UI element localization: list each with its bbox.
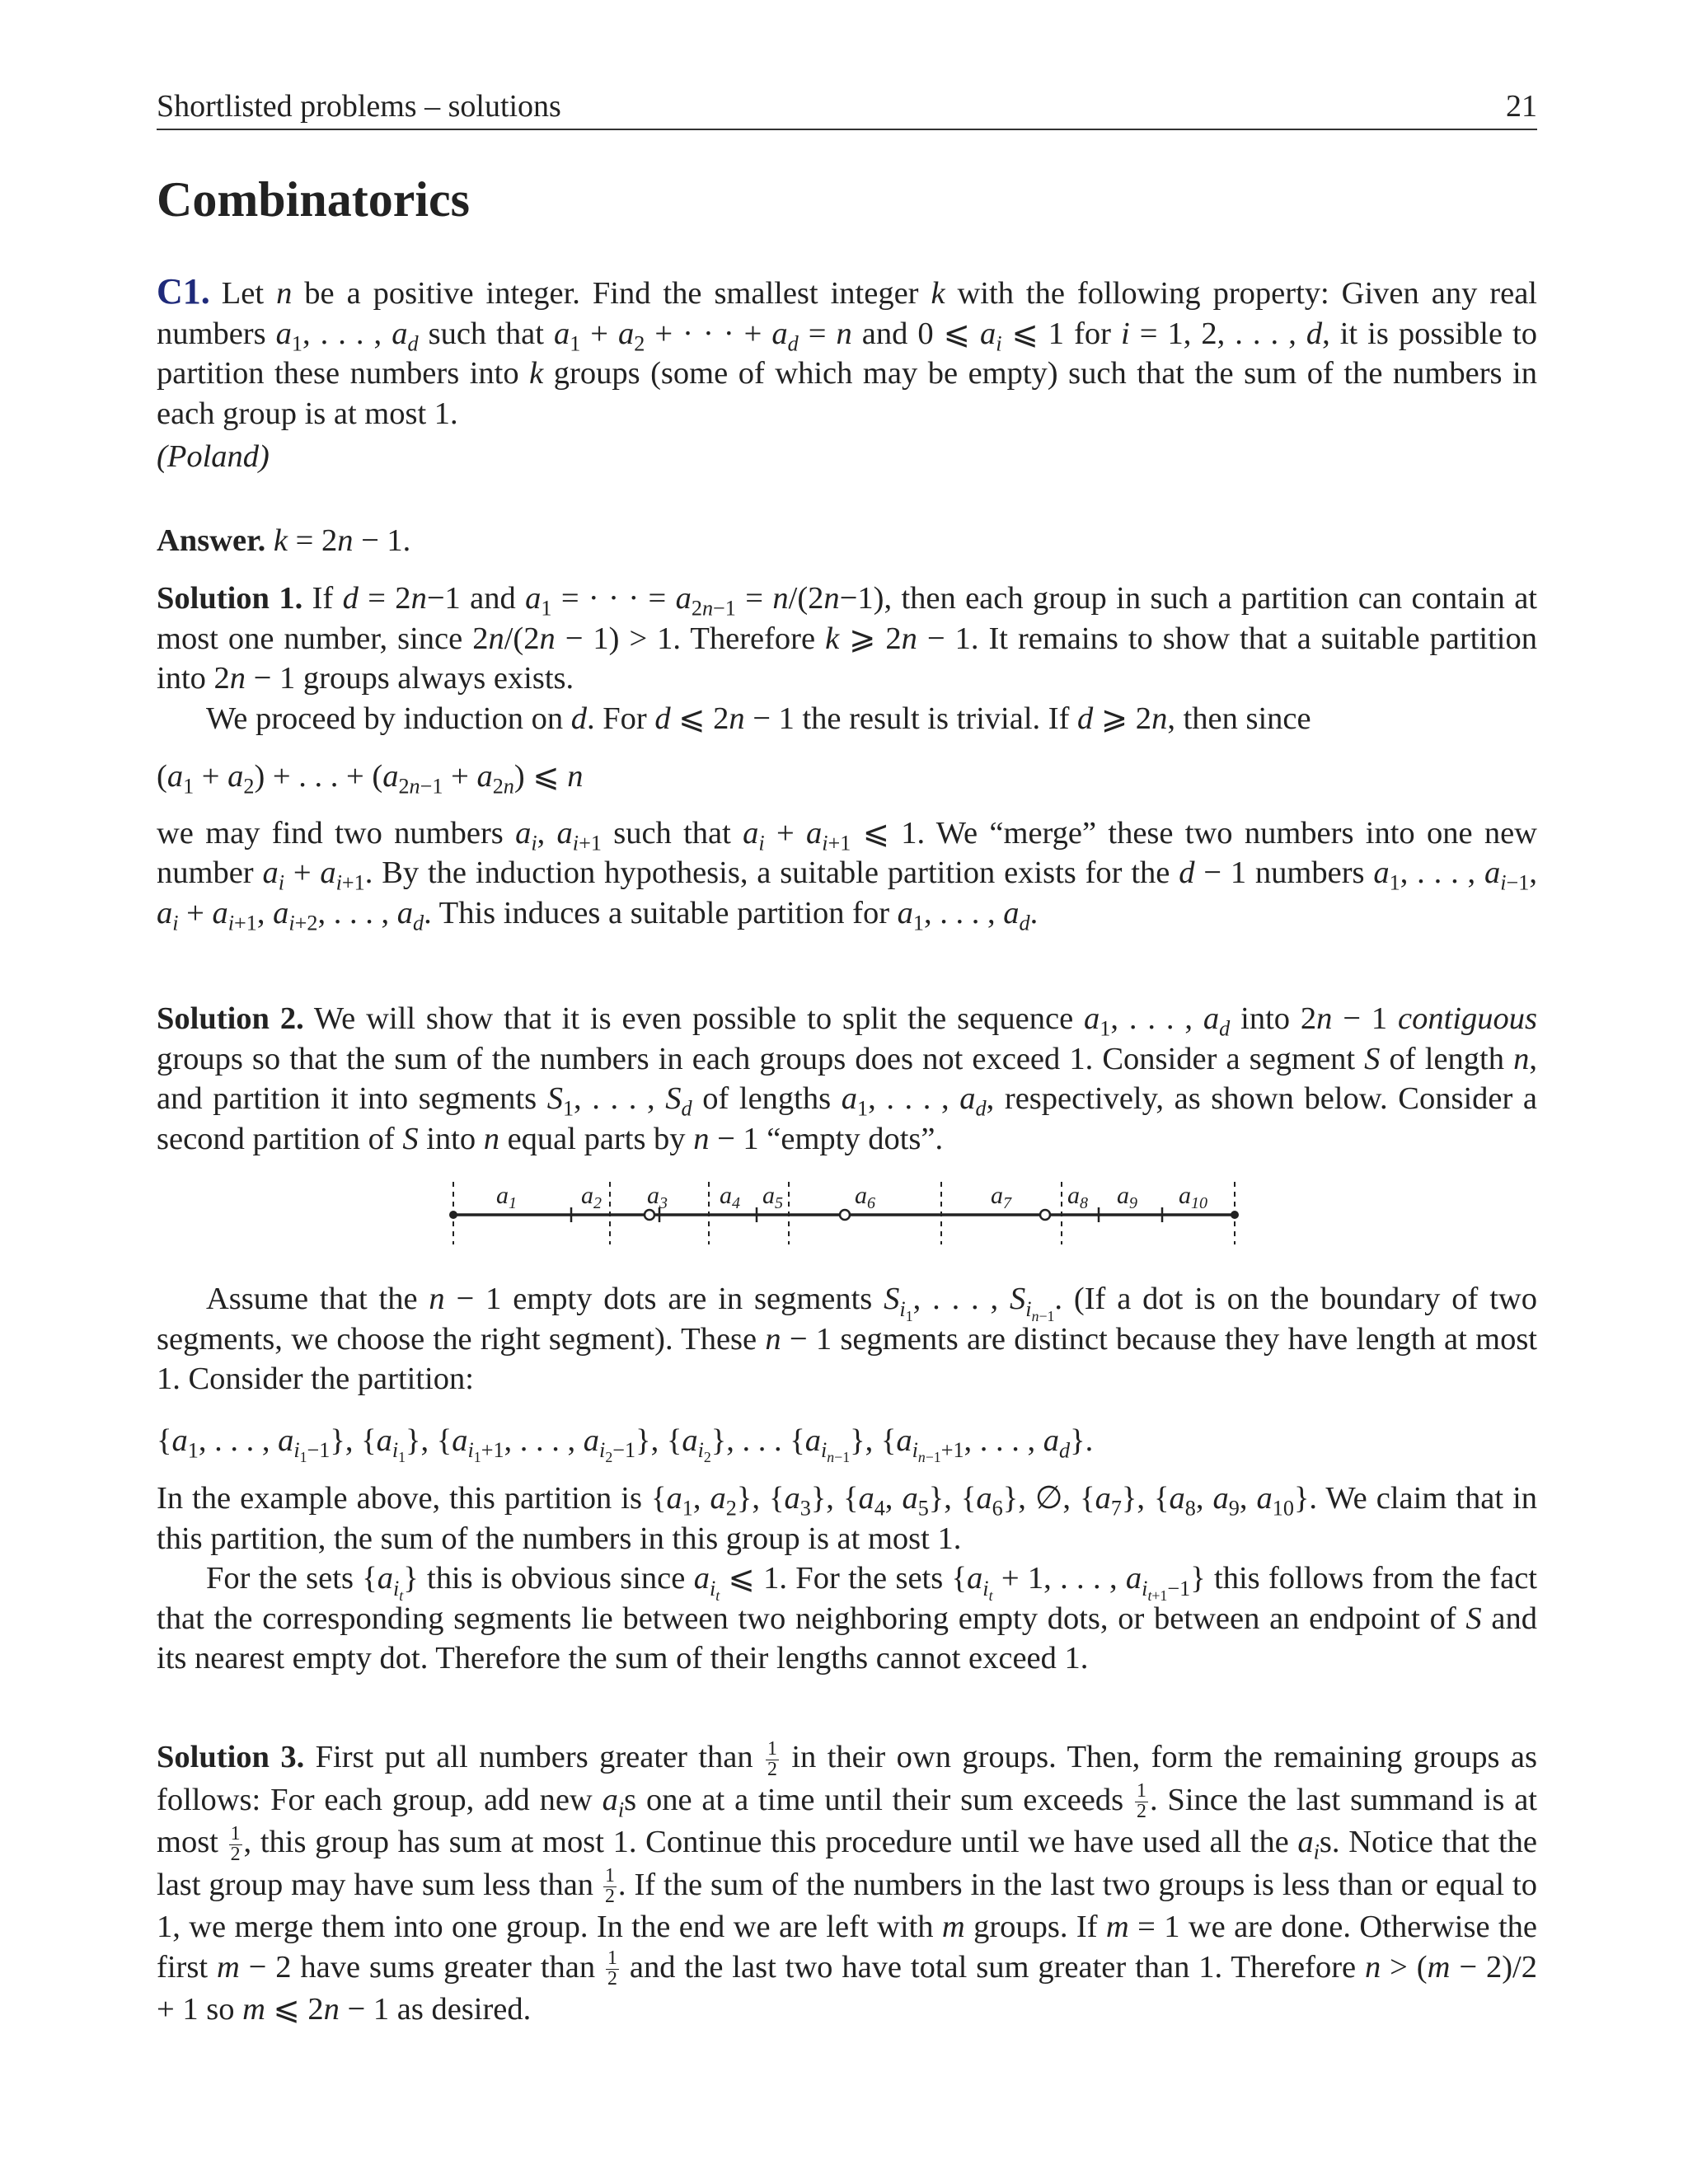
answer: Answer. k = 2n − 1. — [157, 523, 411, 558]
label-a7: $a_7$ — [991, 1182, 1011, 1212]
solution-3-label: Solution 3. — [157, 1740, 305, 1774]
solution-1: Solution 1. If d = 2n−1 and $a_1$ = · · · = $a_{2n-1} = n/(2n-1)$, then each group in such a partition can contain at most one number, since 2n/(2n − 1) > 1. Therefore k ⩾ 2n − 1. It remains to show that a suitable partition into 2n − 1 groups always exists. We proceed by induction on d. For d ⩽ 2n − 1 the result is trivial. If d ⩾ 2n, then since $(a_1 + a_2)$ + . . . + $(a_{2n-1} + a_{2n})$ ⩽ n we may find two numbers $a_i$, $a_{i+1}$ such that $a_i + a_{i+1}$ ⩽ 1. We “merge” these two numbers into one new number $a_i + a_{i+1}$. By the induction hypothesis, a suitable partition exists for the d − 1 numbers $a_1$, . . . , $a_{i-1}$, $a_i + a_{i+1}$, $a_{i+2}$, . . . , $a_d$. This induces a suitable partition for $a_1$, . . . , $a_d$. — [157, 581, 1538, 935]
header-title: Shortlisted problems – solutions — [157, 89, 561, 124]
problem-statement: C1. Let n be a positive integer. Find the smallest integer k with the following property: Given any real numbers $a_1$, . . . , $a_d$ such that $a_1 + a_2$ + · · · + $a_d = n$ and 0 ⩽ $a_i$ ⩽ 1 for i = 1, 2, . . . , d, it is possible to partition these numbers into k groups (some of which may be empty) such that the sum of the numbers in each group is at most 1. (Poland) — [157, 272, 1537, 477]
label-a6: $a_6$ — [855, 1182, 875, 1212]
solution-3: Solution 3. First put all numbers greater than $\frac{1}{2}$ in their own groups. Then, form the remaining groups as follows: For each group, add new $a_is$ one at a time until their sum exceeds $\frac{1}{2}$ . Since the last summand is at most $\frac{1}{2}$ , this group has sum at most 1. Continue this procedure until we have used all the $a_is$. Notice that the last group may have sum less than $\frac{1}{2}$ . If the sum of the numbers in the last two groups is less than or equal to 1, we merge them into one group. In the end we are left with m groups. If m = 1 we are done. Otherwise the first m − 2 have sums greater than $\frac{1}{2}$ and the last two have total sum greater than 1. Therefore n > (m − 2)/2 + 1 so m ⩽ 2n − 1 as desired. — [157, 1737, 1538, 2027]
segment-partition-figure — [437, 1180, 1245, 1246]
label-a8: $a_8$ — [1067, 1182, 1088, 1212]
endpoint-right — [1231, 1211, 1239, 1219]
label-a4: $a_4$ — [720, 1182, 740, 1212]
endpoint-left — [449, 1211, 457, 1219]
label-a5: $a_5$ — [762, 1182, 783, 1212]
running-header — [157, 84, 1537, 130]
solution-2: Solution 2. We will show that it is even possible to split the sequence $a_1$, . . . , $a_d$ into 2n − 1 contiguous groups so that the sum of the numbers in each groups does not exceed 1. Consider a segment S of length n, and partition it into segments $S_1$, . . . , $S_d$ of lengths $a_1$, . . . , $a_d$, respectively, as shown below. Consider a second partition of S into n equal parts by n − 1 “empty dots”. — [157, 1001, 1538, 1156]
solution-2-label: Solution 2. — [157, 1001, 304, 1036]
label-a10: $a_{10}$ — [1179, 1182, 1207, 1212]
problem-id: C1. — [157, 271, 210, 312]
answer-label: Answer. — [157, 523, 266, 558]
solution-1-label: Solution 1. — [157, 581, 303, 616]
problem-origin: (Poland) — [157, 439, 270, 474]
label-a1: $a_1$ — [496, 1182, 517, 1212]
label-a2: $a_2$ — [581, 1182, 602, 1212]
segment-labels — [496, 1182, 1207, 1212]
label-a3: $a_3$ — [647, 1182, 668, 1212]
label-a9: $a_9$ — [1117, 1182, 1137, 1212]
section-title: Combinatorics — [157, 172, 470, 227]
page-number: 21 — [1506, 89, 1537, 124]
solution-2-continued: Assume that the n − 1 empty dots are in segments $S_{i_1}$, . . . , $S_{i_{n-1}}$. (If a dot is on the boundary of two segments, we choose the right segment). These n − 1 segments are distinct because they have length at most 1. Consider the partition: {$a_1$, . . . , $a_{i_1-1}$}, $\{a_{i_1}\}$, {$a_{i_1+1}$, . . . , $a_{i_2-1}$}, $\{a_{i_2}\}$, . . . $\{a_{i_{n-1}}\}$, {$a_{i_{n-1}+1}$, . . . , $a_d$}. In the example above, this partition is {$a_1$, $a_2$}, $\{a_3\}$, {$a_4$, $a_5$}, $\{a_6\}$, ∅, $\{a_7\}$, {$a_8$, $a_9$, $a_{10}$}. We claim that in this partition, the sum of the numbers in this group is at most 1. For the sets $\{a_{i_t}\}$ this is obvious since $a_{i_t}$ ⩽ 1. For the sets {$a_{i_t} + 1$, . . . , $a_{i_{t+1}-1}$} this follows from the fact that the corresponding segments lie between two neighboring empty dots, or between an endpoint of S and its nearest empty dot. Therefore the sum of their lengths cannot exceed 1. — [157, 1282, 1538, 1675]
